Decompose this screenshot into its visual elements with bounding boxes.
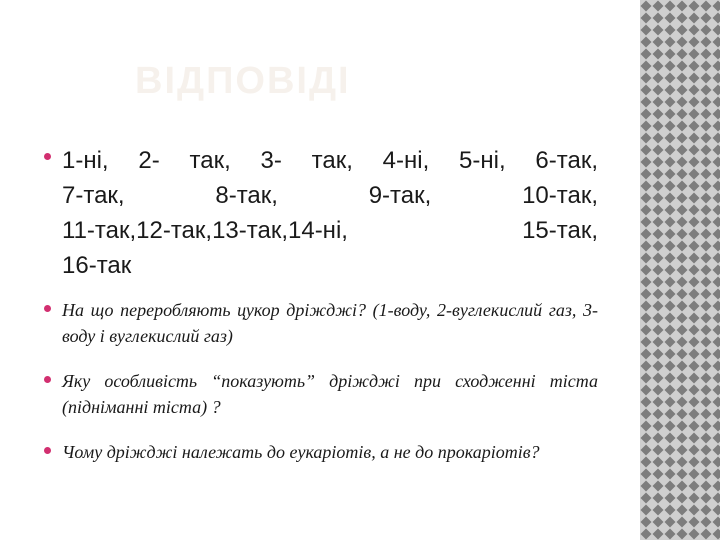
question-1-text: На що переробляють цукор дріжджі? (1-воду, 2-вуглекислий газ, 3-воду і вуглекислий газ): [62, 300, 598, 346]
answers-line-4: 16-так: [62, 252, 132, 279]
list-item-question-3: [40, 439, 598, 465]
list-item-answers: [40, 143, 598, 283]
decorative-side-strip: [640, 0, 720, 540]
answers-line-2: 7-так, 8-так, 9-так, 10-так,: [62, 182, 598, 209]
bullet-icon: [44, 376, 51, 383]
question-2-text: Яку особливість “показують” дріжджі при сходженні тіста (підніманні тіста) ?: [62, 371, 598, 417]
diamond-pattern-icon: [640, 0, 720, 540]
answers-line-1: 1-ні, 2- так, 3- так, 4-ні, 5-ні, 6-так,: [62, 147, 598, 174]
bullet-icon: [44, 305, 51, 312]
list-item-question-2: [40, 368, 598, 420]
slide-title: ВІДПОВІДІ: [135, 60, 351, 102]
bullet-icon: [44, 153, 51, 160]
slide-content: [40, 143, 598, 465]
question-3-text: Чому дріжджі належать до еукаріотів, а не до прокаріотів?: [62, 442, 540, 462]
bullet-icon: [44, 447, 51, 454]
list-item-question-1: [40, 297, 598, 349]
answers-line-3: 11-так,12-так,13-так,14-ні, 15-так,: [62, 217, 598, 244]
